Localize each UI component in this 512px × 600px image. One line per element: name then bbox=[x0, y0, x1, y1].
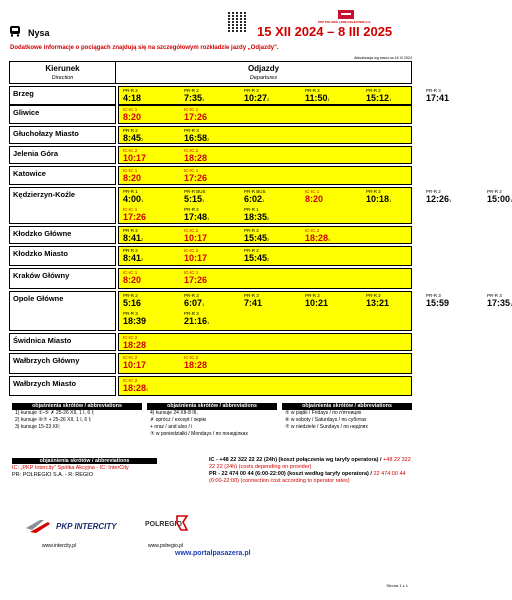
footnote-mark: 1 bbox=[327, 97, 330, 102]
train-category: PR-R 2 bbox=[305, 88, 320, 93]
departures-cell bbox=[118, 146, 412, 164]
timetable-header bbox=[9, 61, 412, 84]
footnote-mark: 1 bbox=[389, 198, 392, 203]
page-number: Strona 1 z 1 bbox=[386, 583, 408, 588]
departure-time: 18:352 bbox=[244, 212, 270, 222]
timetable-row bbox=[9, 187, 512, 224]
departure-time: 16:582 bbox=[184, 133, 210, 143]
departures-cell bbox=[118, 376, 412, 396]
info-note: Dodatkowe informacje o pociągach znajdują się na szczegółowym rozkładzie jazdy „Odjazdy". bbox=[10, 45, 279, 51]
train-category: IC-IC 1 bbox=[123, 270, 138, 275]
timetable-row bbox=[9, 353, 412, 374]
footnote-mark: 2 bbox=[267, 237, 270, 242]
departure-time: 18:39 bbox=[123, 316, 147, 326]
departure-time: 15:59 bbox=[426, 298, 450, 308]
direction-name: Katowice bbox=[9, 166, 116, 185]
train-category: PR-R 2 bbox=[366, 88, 381, 93]
operators-heading: objaśnienia skrótów / abbreviations bbox=[12, 458, 157, 464]
contact-pr-title: PR - 22 474 00 44 (6:00-22:00) (koszt według taryfy operatora) / bbox=[209, 471, 372, 477]
train-category: PR-R 1 bbox=[244, 207, 259, 212]
departure-item bbox=[184, 293, 204, 310]
departure-time: 18:28 bbox=[184, 153, 208, 163]
direction-name: Kłodzko Główne bbox=[9, 226, 116, 244]
departure-item bbox=[123, 311, 146, 328]
abbreviations-col1: objaśnienia skrótów / abbreviations 1) kursuje ①-⑤ ✗ 25-26 XII, 1 I, 6 I; 2) kursuje ⑥⑦ + 25-26 XII, 1 I, 6 I; 3) kursuje 15-23 XII; bbox=[12, 403, 142, 431]
train-category: IC-IC 2 bbox=[123, 335, 138, 340]
departure-time: 13:21 bbox=[366, 298, 390, 308]
direction-name: Opole Główne bbox=[9, 291, 116, 331]
departure-time: 10:21 bbox=[305, 298, 329, 308]
departures-cell bbox=[118, 86, 450, 105]
direction-name: Kędzierzyn-Koźle bbox=[9, 187, 116, 224]
departure-time: 8:20 bbox=[305, 194, 324, 204]
departure-item bbox=[184, 355, 207, 372]
timetable-row bbox=[9, 86, 450, 105]
departures-cell bbox=[118, 187, 512, 224]
direction-name: Świdnica Miasto bbox=[9, 333, 116, 351]
timetable-row bbox=[9, 246, 412, 266]
train-category: PR-R 2 bbox=[426, 189, 441, 194]
footnote-mark: 2 bbox=[267, 257, 270, 262]
pkp-caption: PKP POLSKIE LINIE KOLEJOWE S.A. bbox=[318, 20, 372, 24]
departure-time: 8:452 bbox=[123, 133, 144, 143]
footnote-mark: 2 bbox=[141, 257, 144, 262]
train-category: IC-IC 2 bbox=[184, 248, 199, 253]
train-category: PR-R 3 bbox=[123, 311, 138, 316]
train-category: PR-R 3 bbox=[184, 128, 199, 133]
train-category: IC-IC 2 bbox=[123, 148, 138, 153]
footnote-mark: 4 bbox=[328, 237, 331, 242]
train-category: PR-R 2 bbox=[366, 189, 381, 194]
departure-item bbox=[366, 293, 389, 310]
departure-time: 8:20 bbox=[123, 275, 142, 285]
svg-text:POLREGIO: POLREGIO bbox=[145, 521, 182, 528]
departure-item bbox=[184, 107, 207, 124]
departure-time: 18:284 bbox=[305, 233, 331, 243]
footnote-mark: 1 bbox=[207, 216, 210, 221]
direction-name: Głuchołazy Miasto bbox=[9, 126, 116, 144]
train-category: IC-IC 1 bbox=[184, 270, 199, 275]
departure-item bbox=[123, 228, 143, 245]
link-portal-pasazera[interactable]: www.portalpasazera.pl bbox=[175, 550, 251, 557]
departure-time: 8:412 bbox=[123, 253, 144, 263]
departure-item bbox=[184, 88, 204, 105]
departure-time: 5:16 bbox=[123, 298, 142, 308]
departure-time: 10:272 bbox=[244, 93, 270, 103]
departure-item bbox=[184, 228, 207, 245]
train-category: PR-R 3 bbox=[184, 311, 199, 316]
train-category: PR-R 2 bbox=[184, 207, 199, 212]
departure-item bbox=[244, 207, 269, 224]
footnote-mark: 1 bbox=[449, 198, 452, 203]
departure-item bbox=[184, 311, 209, 328]
train-category: PR-R 3 bbox=[426, 293, 441, 298]
train-category: PR-R 2 bbox=[244, 248, 259, 253]
departure-item bbox=[123, 128, 143, 145]
train-category: PR-R 3 bbox=[426, 88, 441, 93]
departure-item bbox=[123, 355, 146, 372]
departures-cell bbox=[118, 333, 412, 351]
departure-item bbox=[487, 189, 512, 206]
direction-name: Wałbrzych Główny bbox=[9, 353, 116, 374]
departure-item bbox=[123, 168, 141, 185]
timetable-row bbox=[9, 126, 412, 144]
departure-time: 15:121 bbox=[366, 93, 392, 103]
train-category: PR-R 3 bbox=[244, 293, 259, 298]
departure-time: 18:284 bbox=[123, 383, 149, 393]
departures-cell bbox=[118, 226, 412, 244]
departure-item bbox=[305, 293, 328, 310]
departure-item bbox=[366, 189, 391, 206]
departure-time: 10:17 bbox=[123, 360, 147, 370]
departures-header: Odjazdy Departures bbox=[116, 61, 412, 84]
train-category: IC-IC 1 bbox=[123, 168, 138, 173]
departure-time: 4:001 bbox=[123, 194, 144, 204]
train-category: IC-IC 1 bbox=[184, 107, 199, 112]
footnote-mark: 2 bbox=[267, 97, 270, 102]
departure-time: 17:481 bbox=[184, 212, 210, 222]
train-category: IC-IC 2 bbox=[184, 228, 199, 233]
departure-time: 18:28 bbox=[184, 360, 208, 370]
departure-time: 17:26 bbox=[184, 112, 208, 122]
train-category: PR-R 2 bbox=[123, 128, 138, 133]
departure-time: 17:41 bbox=[426, 93, 450, 103]
timetable-row bbox=[9, 105, 412, 124]
departure-item bbox=[123, 107, 141, 124]
departure-item bbox=[123, 378, 148, 395]
footnote-mark: 1 bbox=[202, 302, 205, 307]
train-category: PR-R 2 bbox=[184, 88, 199, 93]
departures-cell bbox=[118, 246, 412, 266]
train-category: PR-R 2 bbox=[305, 293, 320, 298]
footnote-mark: 2 bbox=[267, 216, 270, 221]
svg-text:PKP INTERCITY: PKP INTERCITY bbox=[56, 522, 117, 531]
contact-ic-title: IC - +48 22 322 22 22 (24h) (koszt połączenia wg taryfy operatora) / bbox=[209, 457, 382, 463]
departure-item bbox=[305, 189, 323, 206]
departure-item bbox=[123, 270, 141, 287]
departures-cell bbox=[118, 126, 412, 144]
footnote-mark: 2 bbox=[141, 137, 144, 142]
train-category: IC-IC 1 bbox=[123, 207, 138, 212]
departure-time: 17:351 bbox=[487, 298, 512, 308]
departure-item bbox=[123, 148, 146, 165]
train-category: PR-R 1 bbox=[123, 189, 138, 194]
direction-name: Wałbrzych Miasto bbox=[9, 376, 116, 396]
train-category: IC-IC 2 bbox=[305, 228, 320, 233]
footnote-mark: 1 bbox=[207, 320, 210, 325]
departure-time: 17:26 bbox=[123, 212, 147, 222]
train-category: IC-IC 2 bbox=[123, 355, 138, 360]
direction-name: Jelenia Góra bbox=[9, 146, 116, 164]
timetable-row bbox=[9, 226, 412, 244]
train-category: PR-R 2 bbox=[244, 88, 259, 93]
train-category: PR-R 2 bbox=[123, 248, 138, 253]
station-name: Nysa bbox=[28, 28, 50, 38]
departure-item bbox=[184, 207, 209, 224]
departure-item bbox=[184, 128, 209, 145]
footnote-mark: 2 bbox=[207, 137, 210, 142]
footnote-mark: 1 bbox=[141, 198, 144, 203]
footnote-mark: 4 bbox=[146, 387, 149, 392]
timetable-row bbox=[9, 268, 412, 289]
departure-item bbox=[305, 88, 330, 105]
train-category: PR-R 2 bbox=[123, 228, 138, 233]
direction-name: Kraków Główny bbox=[9, 268, 116, 289]
train-category: IC-IC 2 bbox=[123, 378, 138, 383]
train-category: PR-R 3 bbox=[487, 293, 502, 298]
departure-item bbox=[123, 189, 143, 206]
departure-item bbox=[184, 248, 207, 265]
direction-name: Kłodzko Miasto bbox=[9, 246, 116, 266]
train-category: IC-IC 1 bbox=[305, 189, 320, 194]
departure-time: 8:20 bbox=[123, 173, 142, 183]
departure-item bbox=[184, 148, 207, 165]
departure-item bbox=[123, 248, 143, 265]
departure-item bbox=[244, 293, 262, 310]
departures-cell bbox=[118, 268, 412, 289]
departure-item bbox=[366, 88, 391, 105]
validity-dates: 15 XII 2024 – 8 III 2025 bbox=[257, 24, 393, 39]
timetable-row bbox=[9, 166, 412, 185]
departures-cell bbox=[118, 166, 412, 185]
train-category: IC-IC 1 bbox=[184, 168, 199, 173]
train-icon bbox=[8, 25, 22, 37]
departure-time: 12:261 bbox=[426, 194, 452, 204]
departure-item bbox=[487, 293, 512, 310]
departure-time: 8:412 bbox=[123, 233, 144, 243]
train-category: PR-R 2 bbox=[123, 293, 138, 298]
timetable-row bbox=[9, 333, 412, 351]
departure-time: 4:18 bbox=[123, 93, 142, 103]
departures-cell bbox=[118, 291, 512, 331]
departure-time: 10:17 bbox=[184, 253, 208, 263]
departure-time: 17:26 bbox=[184, 173, 208, 183]
departure-time: 18:28 bbox=[123, 340, 147, 350]
departure-time: 10:181 bbox=[366, 194, 392, 204]
departure-time: 7:41 bbox=[244, 298, 263, 308]
direction-header: Kierunek Direction bbox=[9, 61, 116, 84]
departure-time: 15:452 bbox=[244, 233, 270, 243]
departure-time: 5:151 bbox=[184, 194, 205, 204]
departure-time: 15:001 bbox=[487, 194, 512, 204]
departure-time: 7:351 bbox=[184, 93, 205, 103]
departure-item bbox=[184, 189, 206, 206]
departure-item bbox=[426, 189, 451, 206]
departure-time: 10:17 bbox=[123, 153, 147, 163]
timetable-row bbox=[9, 146, 412, 164]
contact-info bbox=[209, 457, 414, 485]
link-polregio[interactable]: www.polregio.pl bbox=[148, 543, 184, 549]
footnote-mark: 1 bbox=[202, 97, 205, 102]
abbreviations-col2: objaśnienia skrótów / abbreviations 4) kursuje 24 XII-8 III, ✗ oprócz / except / окрім + oraz / and also / і ⑦ w poniedziałki / Mondays / по понеділках bbox=[147, 403, 277, 438]
abbreviations-col3: objaśnienia skrótów / abbreviations ⑤ w piątki / Fridays / по п'ятницях ⑥ w soboty / Saturdays / по суботах ⑦ w niedziele / Sundays / по неділях bbox=[282, 403, 412, 431]
footnote-mark: 1 bbox=[510, 302, 512, 307]
departure-item bbox=[244, 248, 269, 265]
departures-cell bbox=[118, 105, 412, 124]
departure-item bbox=[426, 293, 449, 310]
departure-time: 15:452 bbox=[244, 253, 270, 263]
departure-item bbox=[244, 189, 266, 206]
departure-item bbox=[123, 88, 141, 105]
operator-ic: IC: „PKP Intercity" Spółka Akcyjna - IC: InterCity bbox=[12, 465, 129, 471]
train-category: IC-IC 2 bbox=[184, 355, 199, 360]
train-category: PR-R 2 bbox=[366, 293, 381, 298]
departure-item bbox=[123, 293, 141, 310]
departure-time: 21:161 bbox=[184, 316, 210, 326]
train-category: PR-R BUS bbox=[184, 189, 206, 194]
update-note: Aktualizacja wg stanu na 16 XI 2024 bbox=[354, 56, 412, 60]
departure-item bbox=[184, 270, 207, 287]
train-category: IC-IC 2 bbox=[184, 148, 199, 153]
footnote-mark: 2 bbox=[141, 237, 144, 242]
departure-time: 8:20 bbox=[123, 112, 142, 122]
footnote-mark: 1 bbox=[510, 198, 512, 203]
footnote-mark: 1 bbox=[389, 97, 392, 102]
footnote-mark: 1 bbox=[202, 198, 205, 203]
departure-time: 10:17 bbox=[184, 233, 208, 243]
train-category: PR-R 2 bbox=[244, 228, 259, 233]
departure-item bbox=[244, 88, 269, 105]
timetable-row bbox=[9, 376, 412, 396]
departure-item bbox=[123, 207, 146, 224]
departure-time: 6:021 bbox=[244, 194, 265, 204]
departures-cell bbox=[118, 353, 412, 374]
train-category: PR-R 3 bbox=[184, 293, 199, 298]
train-category: PR-R BUS bbox=[244, 189, 266, 194]
direction-name: Gliwice bbox=[9, 105, 116, 124]
departure-time: 17:26 bbox=[184, 275, 208, 285]
departure-time: 11:501 bbox=[305, 93, 330, 103]
operator-pr: PR: POLREGIO S.A. - R: REGIO bbox=[12, 472, 93, 478]
footnote-mark: 1 bbox=[262, 198, 265, 203]
departure-item bbox=[305, 228, 330, 245]
train-category: PR-R 2 bbox=[487, 189, 502, 194]
timetable-row bbox=[9, 291, 512, 331]
contact-ic-detail: +48 22 322 22 22 (24h) (costs depending on provider) bbox=[209, 457, 411, 470]
polregio-logo bbox=[145, 512, 189, 538]
train-category: PR-R 2 bbox=[123, 88, 138, 93]
departure-item bbox=[426, 88, 449, 105]
train-category: IC-IC 1 bbox=[123, 107, 138, 112]
contact-pr-detail: 22 474 00 44 (6:00-22:00) (connection cost according to operator rates) bbox=[209, 471, 406, 484]
pkp-intercity-logo bbox=[26, 516, 136, 534]
link-intercity[interactable]: www.intercity.pl bbox=[42, 543, 77, 549]
departure-item bbox=[244, 228, 269, 245]
departure-item bbox=[123, 335, 146, 352]
departure-item bbox=[184, 168, 207, 185]
departure-time: 6:071 bbox=[184, 298, 205, 308]
direction-name: Brzeg bbox=[9, 86, 116, 105]
